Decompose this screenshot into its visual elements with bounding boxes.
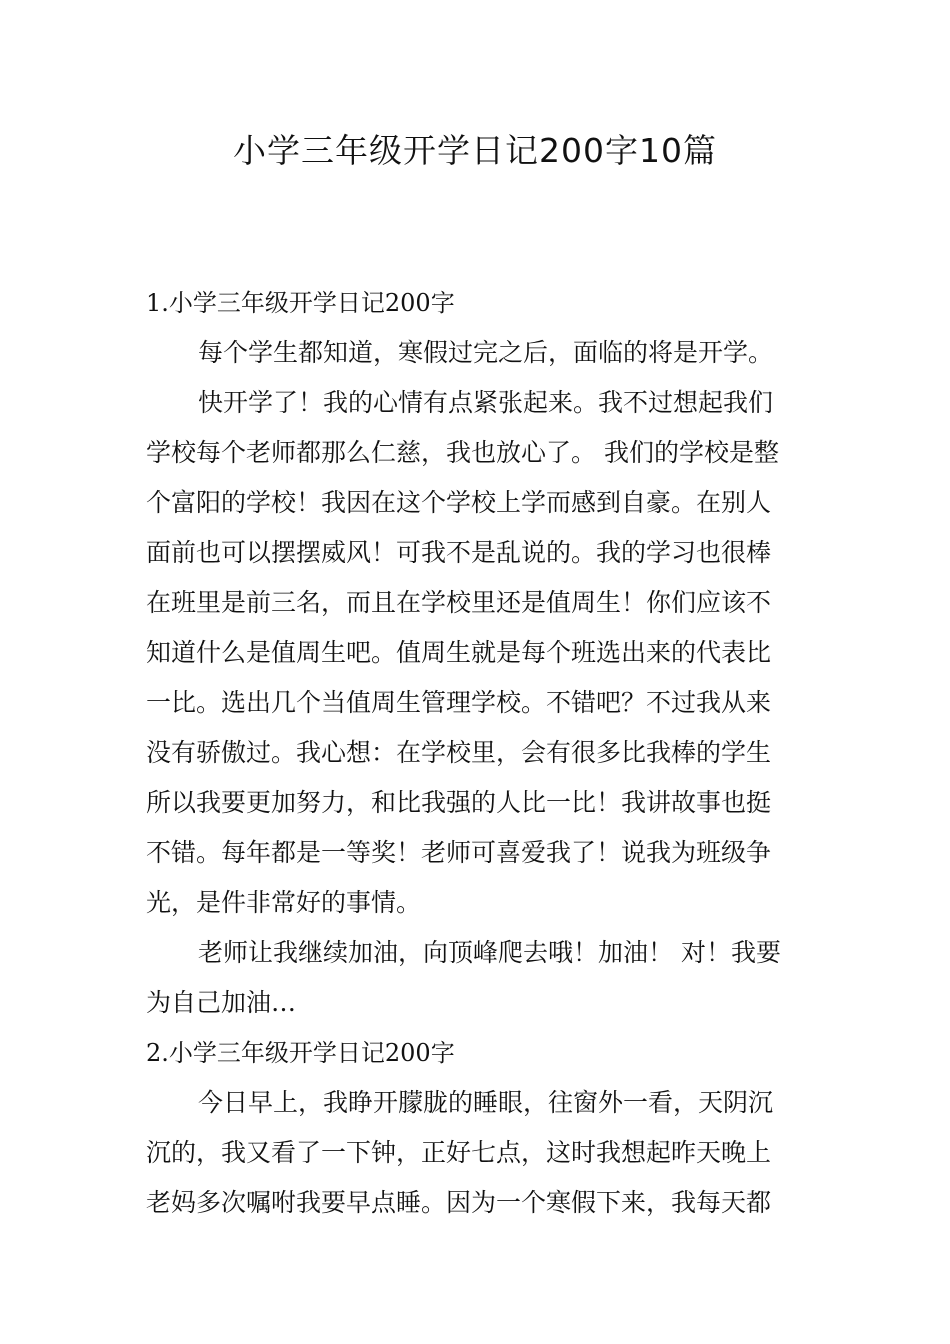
paragraph-line: 每个学生都知道，寒假过完之后，面临的将是开学。 [198, 338, 774, 367]
paragraph-line: 今日早上，我睁开朦胧的睡眼，往窗外一看，天阴沉 [198, 1088, 774, 1117]
paragraph-line: 老师让我继续加油，向顶峰爬去哦！加油！ 对！我要 [198, 938, 781, 967]
paragraph-line: 学校每个老师都那么仁慈，我也放心了。 我们的学校是整 [146, 438, 779, 467]
paragraph-line: 个富阳的学校！我因在这个学校上学而感到自豪。在别人 [146, 488, 772, 517]
paragraph-line: 没有骄傲过。我心想：在学校里，会有很多比我棒的学生 [146, 738, 772, 767]
paragraph-line: 不错。每年都是一等奖！老师可喜爱我了！说我为班级争 [146, 838, 772, 867]
paragraph-line: 老妈多次嘱咐我要早点睡。因为一个寒假下来，我每天都 [146, 1188, 772, 1217]
paragraph-line: 快开学了！我的心情有点紧张起来。我不过想起我们 [198, 388, 774, 417]
paragraph-line: 知道什么是值周生吧。值周生就是每个班选出来的代表比 [146, 638, 772, 667]
paragraph-line: 所以我要更加努力，和比我强的人比一比！我讲故事也挺 [146, 788, 772, 817]
document-body [146, 278, 806, 1228]
paragraph-line: 一比。选出几个当值周生管理学校。不错吧？不过我从来 [146, 688, 772, 717]
section-heading: 1.小学三年级开学日记200字 [146, 289, 455, 317]
section-heading: 2.小学三年级开学日记200字 [146, 1039, 455, 1067]
paragraph-line: 面前也可以摆摆威风！可我不是乱说的。我的学习也很棒 [146, 538, 772, 567]
paragraph-line: 沉的，我又看了一下钟，正好七点，这时我想起昨天晚上 [146, 1138, 772, 1167]
document-title: 小学三年级开学日记200字10篇 [233, 131, 717, 170]
paragraph-line: 光，是件非常好的事情。 [146, 888, 422, 917]
paragraph-line: 为自己加油… [146, 988, 297, 1017]
paragraph-line: 在班里是前三名，而且在学校里还是值周生！你们应该不 [146, 588, 772, 617]
